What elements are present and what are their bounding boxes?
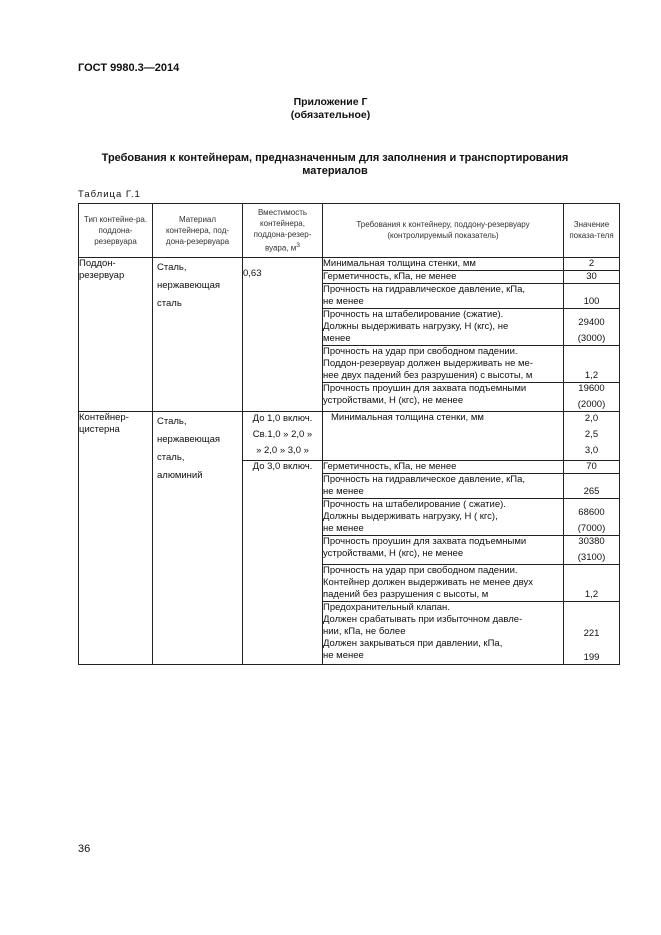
requirement-cell [323, 308, 564, 345]
requirement-cell [323, 283, 564, 308]
value-text: 70 [586, 460, 597, 472]
requirement-text: Прочность на гидравлическое давление, кПа, [323, 473, 526, 485]
requirement-cell [323, 460, 564, 473]
requirement-cell [323, 257, 564, 270]
requirement-text: Должны выдерживать нагрузку, Н (кгс), не [323, 320, 509, 332]
annex-status: (обязательное) [290, 109, 371, 121]
material-text: нержавеющая [157, 279, 221, 291]
requirement-text: устройствами, Н (кгс), не менее [323, 547, 464, 559]
value-text: (3000) [577, 332, 606, 344]
value-text: 68600 [578, 506, 605, 518]
requirement-cell [323, 535, 564, 564]
requirement-cell [323, 270, 564, 283]
table-row [79, 257, 620, 270]
table-row [79, 411, 620, 460]
requirement-text: падений без разрушения с высоты, м [323, 588, 489, 600]
value-text: 100 [583, 295, 600, 307]
material-text: нержавеющая [157, 433, 221, 445]
value-text: 30380 [578, 535, 605, 547]
material-text: алюминий [157, 469, 203, 481]
value-text: (7000) [577, 522, 606, 534]
requirements-table [78, 203, 620, 665]
requirement-text: не менее [323, 649, 364, 661]
requirement-text: Поддон-резервуар должен выдерживать не ме- [323, 357, 533, 369]
header-material: Материал контейнера, под-дона-резервуара [153, 204, 243, 258]
value-text: 2,0 [584, 412, 599, 424]
value-cell [564, 564, 620, 601]
value-text: 19600 [578, 382, 605, 394]
requirement-text: Прочность на удар при свободном падении. [323, 564, 518, 576]
volume-cell-a [243, 411, 323, 460]
material-text: Сталь, [157, 261, 187, 273]
requirement-text: Контейнер должен выдерживать не менее двух [323, 576, 533, 588]
volume-cell-b: До 3,0 включ. [243, 460, 323, 664]
requirement-cell [323, 498, 564, 535]
page-number: 36 [78, 843, 91, 855]
requirement-text: Минимальная толщина стенки, мм [331, 411, 484, 423]
section-heading: Требования к контейнерам, предназначенным для заполнения и транспортирования материалов [101, 152, 569, 177]
requirement-cell [323, 473, 564, 498]
type-cell: Поддон-резервуар [79, 257, 153, 411]
requirement-text: Прочность на штабелирование ( сжатие). [323, 498, 506, 510]
requirement-text: не менее [323, 485, 364, 497]
volume-text: До 1,0 включ. [252, 412, 313, 424]
value-text: 199 [583, 651, 600, 663]
value-text: 221 [583, 627, 600, 639]
requirement-text: Прочность проушин для захвата подъемными [323, 382, 527, 394]
volume-cell: 0,63 [243, 257, 323, 411]
value-text: 265 [583, 485, 600, 497]
requirement-cell [323, 601, 564, 664]
requirement-text: устройствами, Н (кгс), не менее [323, 394, 464, 406]
pallet-section [79, 257, 620, 411]
value-cell [564, 498, 620, 535]
material-cell [153, 257, 243, 411]
requirement-cell [323, 382, 564, 411]
type-cell: Контейнер-цистерна [79, 411, 153, 664]
value-text: 1,2 [584, 369, 599, 381]
value-text: 3,0 [584, 444, 599, 456]
value-text: 30 [586, 270, 597, 282]
requirement-text: Герметичность, кПа, не менее [323, 270, 457, 282]
value-text: (3100) [577, 551, 606, 563]
requirement-cell [323, 564, 564, 601]
value-cell [564, 283, 620, 308]
value-cell [564, 382, 620, 411]
requirement-text: Прочность на удар при свободном падении. [323, 345, 518, 357]
annex-title: Приложение Г [293, 96, 368, 108]
value-cell [564, 270, 620, 283]
tank-section [79, 411, 620, 664]
value-cell [564, 473, 620, 498]
requirement-text: менее [323, 332, 351, 344]
requirement-text: не менее [323, 295, 364, 307]
material-text: сталь [157, 297, 182, 309]
value-text: 1,2 [584, 588, 599, 600]
requirement-text: Минимальная толщина стенки, мм [323, 257, 476, 269]
table-header-row [79, 204, 620, 258]
requirement-text: нее двух падений без разрушения) с высоты, м [323, 369, 533, 381]
annex-title-block [0, 96, 661, 122]
value-cell [564, 601, 620, 664]
header-volume: Вместимость контейнера, поддона-резер-вуара, $м^3$ [243, 204, 323, 258]
requirement-text: Должен закрываться при давлении, кПа, [323, 637, 503, 649]
header-value: Значение показа-теля [564, 204, 620, 258]
header-requirement: Требования к контейнеру, поддону-резервуару (контролируемый показатель) [323, 204, 564, 258]
requirement-cell [323, 345, 564, 382]
value-text: 2,5 [584, 428, 599, 440]
volume-text: Св.1,0 » 2,0 » [252, 428, 313, 440]
value-text: 29400 [578, 316, 605, 328]
material-text: Сталь, [157, 415, 187, 427]
requirement-text: Прочность на гидравлическое давление, кПа, [323, 283, 526, 295]
volume-text: » 2,0 » 3,0 » [256, 444, 309, 456]
value-cell [564, 411, 620, 460]
header-type: Тип контейне-ра. поддона-резервуара [79, 204, 153, 258]
requirement-text: не менее [323, 522, 364, 534]
value-cell [564, 535, 620, 564]
requirement-text: Прочность на штабелирование (сжатие). [323, 308, 504, 320]
standard-header: ГОСТ 9980.3—2014 [78, 62, 180, 74]
value-cell [564, 257, 620, 270]
requirement-text: Прочность проушин для захвата подъемными [323, 535, 527, 547]
requirement-cell [323, 411, 564, 460]
requirement-text: нии, кПа, не более [323, 625, 406, 637]
requirement-text: Предохранительный клапан. [323, 601, 450, 613]
table-caption: Таблица Г.1 [78, 189, 141, 200]
requirement-text: Должны выдерживать нагрузку, Н ( кгс), [323, 510, 498, 522]
value-cell [564, 308, 620, 345]
requirement-text: Герметичность, кПа, не менее [323, 460, 457, 472]
requirement-text: Должен срабатывать при избыточном давле- [323, 613, 523, 625]
value-text: 2 [588, 257, 595, 269]
material-cell [153, 411, 243, 664]
value-text: (2000) [577, 398, 606, 410]
value-cell [564, 345, 620, 382]
value-cell [564, 460, 620, 473]
material-text: сталь, [157, 451, 185, 463]
